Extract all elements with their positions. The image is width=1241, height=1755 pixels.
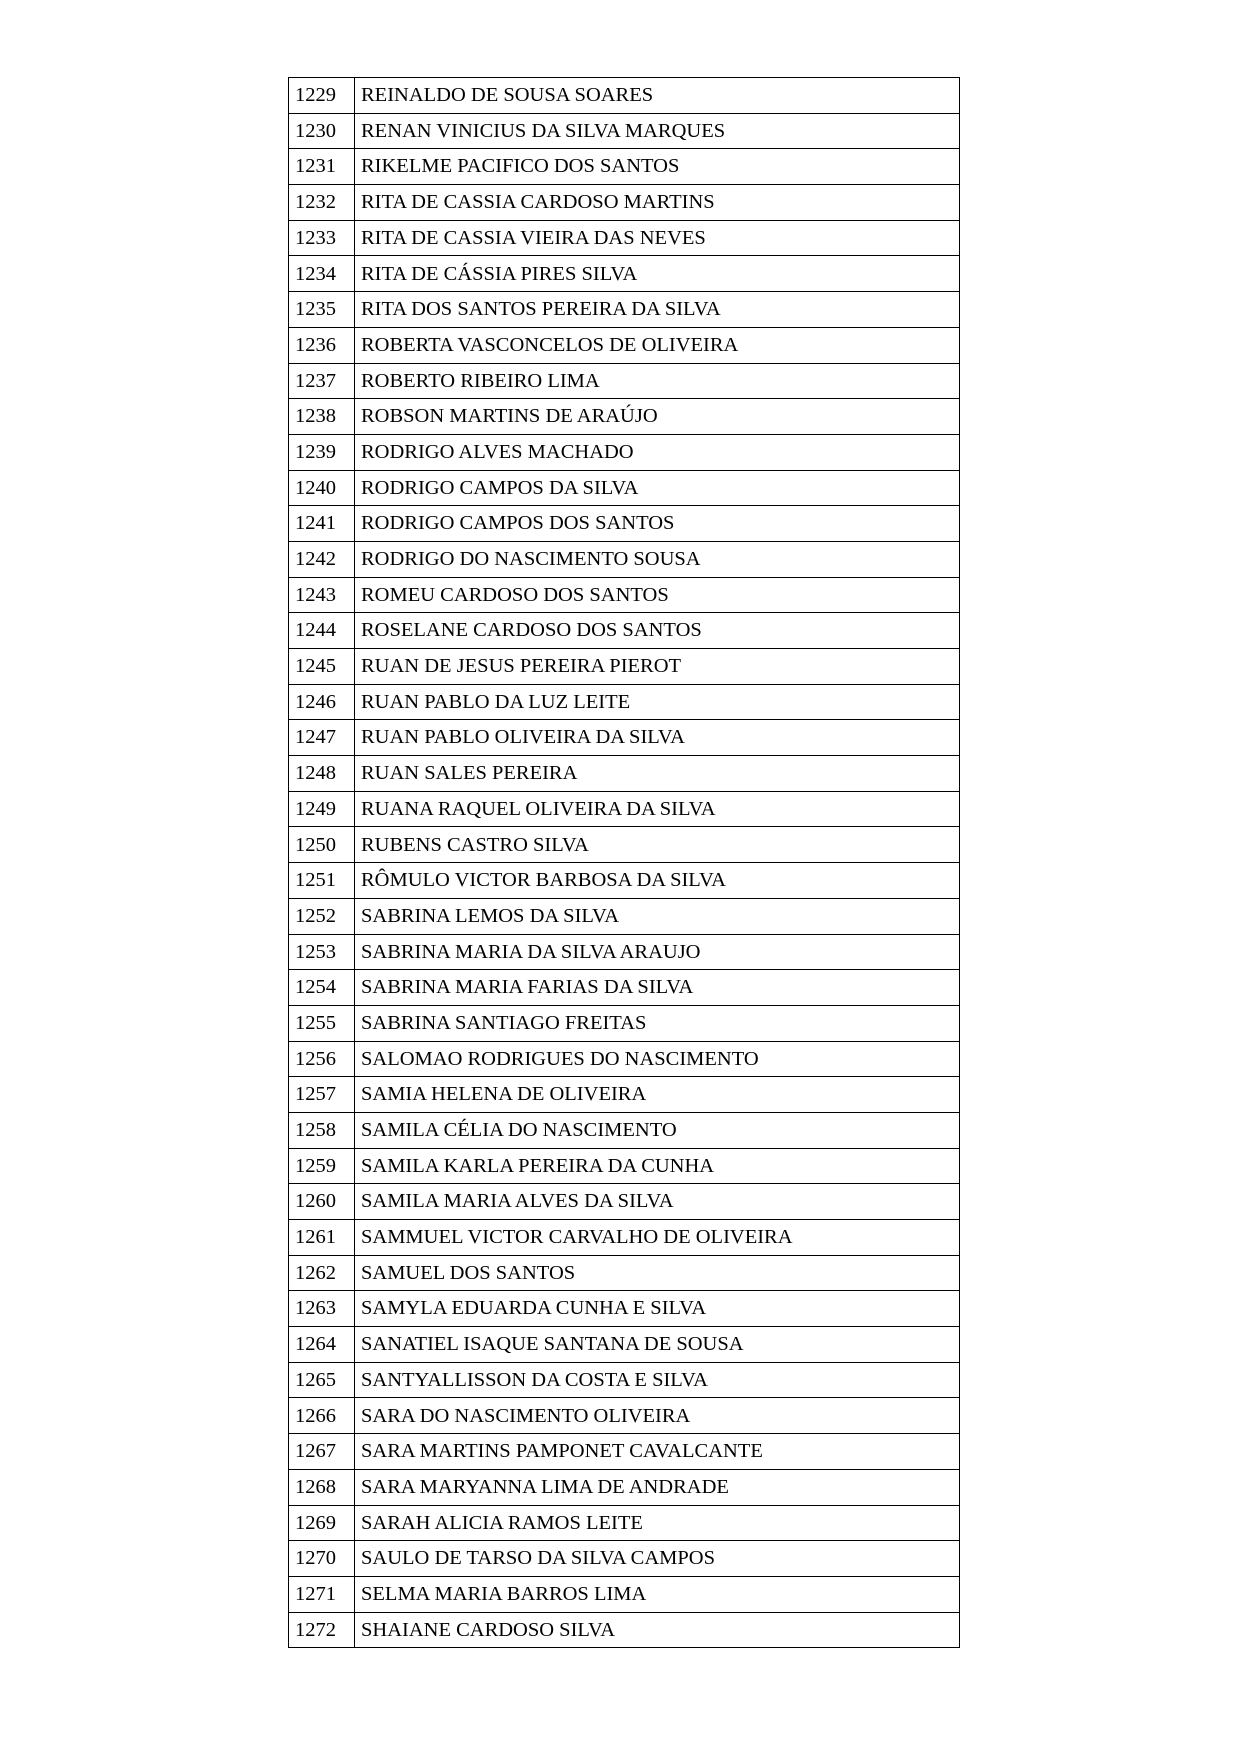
table-row: [289, 1362, 960, 1398]
row-number: 1245: [289, 649, 355, 685]
row-number: 1271: [289, 1576, 355, 1612]
row-name: RODRIGO CAMPOS DOS SANTOS: [355, 506, 960, 542]
row-name: SABRINA MARIA FARIAS DA SILVA: [355, 970, 960, 1006]
row-name: RIKELME PACIFICO DOS SANTOS: [355, 149, 960, 185]
row-name: RUAN DE JESUS PEREIRA PIEROT: [355, 649, 960, 685]
row-name: SELMA MARIA BARROS LIMA: [355, 1576, 960, 1612]
table-row: [289, 434, 960, 470]
row-name: RODRIGO ALVES MACHADO: [355, 434, 960, 470]
row-name: SABRINA MARIA DA SILVA ARAUJO: [355, 934, 960, 970]
row-name: SAMILA MARIA ALVES DA SILVA: [355, 1184, 960, 1220]
row-number: 1257: [289, 1077, 355, 1113]
row-number: 1250: [289, 827, 355, 863]
row-name: RODRIGO DO NASCIMENTO SOUSA: [355, 541, 960, 577]
table-row: [289, 149, 960, 185]
row-number: 1239: [289, 434, 355, 470]
row-name: REINALDO DE SOUSA SOARES: [355, 78, 960, 114]
row-number: 1267: [289, 1434, 355, 1470]
row-number: 1256: [289, 1041, 355, 1077]
row-name: SANATIEL ISAQUE SANTANA DE SOUSA: [355, 1327, 960, 1363]
row-name: SALOMAO RODRIGUES DO NASCIMENTO: [355, 1041, 960, 1077]
row-name: RUAN PABLO OLIVEIRA DA SILVA: [355, 720, 960, 756]
table-row: [289, 256, 960, 292]
table-row: [289, 1291, 960, 1327]
table-row: [289, 970, 960, 1006]
table-row: [289, 399, 960, 435]
table-row: [289, 1576, 960, 1612]
row-number: 1269: [289, 1505, 355, 1541]
table-row: [289, 649, 960, 685]
table-row: [289, 1612, 960, 1648]
row-number: 1244: [289, 613, 355, 649]
row-number: 1254: [289, 970, 355, 1006]
row-number: 1260: [289, 1184, 355, 1220]
row-name: SHAIANE CARDOSO SILVA: [355, 1612, 960, 1648]
row-number: 1263: [289, 1291, 355, 1327]
table-row: [289, 1541, 960, 1577]
table-row: [289, 1398, 960, 1434]
table-row: [289, 78, 960, 114]
row-name: RITA DE CÁSSIA PIRES SILVA: [355, 256, 960, 292]
table-row: [289, 113, 960, 149]
row-name: SARA MARTINS PAMPONET CAVALCANTE: [355, 1434, 960, 1470]
table-row: [289, 577, 960, 613]
row-number: 1234: [289, 256, 355, 292]
table-row: [289, 1255, 960, 1291]
row-number: 1243: [289, 577, 355, 613]
row-name: SAULO DE TARSO DA SILVA CAMPOS: [355, 1541, 960, 1577]
row-name: RITA DE CASSIA CARDOSO MARTINS: [355, 185, 960, 221]
row-number: 1249: [289, 791, 355, 827]
table-row: [289, 1505, 960, 1541]
table-row: [289, 1184, 960, 1220]
table-row: [289, 863, 960, 899]
row-number: 1242: [289, 541, 355, 577]
row-number: 1233: [289, 220, 355, 256]
row-name: RUAN PABLO DA LUZ LEITE: [355, 684, 960, 720]
row-name: RUAN SALES PEREIRA: [355, 756, 960, 792]
row-name: ROMEU CARDOSO DOS SANTOS: [355, 577, 960, 613]
table-row: [289, 934, 960, 970]
row-number: 1241: [289, 506, 355, 542]
row-name: SARA DO NASCIMENTO OLIVEIRA: [355, 1398, 960, 1434]
table-row: [289, 506, 960, 542]
row-number: 1237: [289, 363, 355, 399]
table-row: [289, 720, 960, 756]
table-row: [289, 327, 960, 363]
row-number: 1240: [289, 470, 355, 506]
row-name: RÔMULO VICTOR BARBOSA DA SILVA: [355, 863, 960, 899]
row-number: 1231: [289, 149, 355, 185]
table-row: [289, 220, 960, 256]
row-number: 1253: [289, 934, 355, 970]
row-name: ROBERTO RIBEIRO LIMA: [355, 363, 960, 399]
table-row: [289, 756, 960, 792]
row-name: SABRINA LEMOS DA SILVA: [355, 898, 960, 934]
row-number: 1229: [289, 78, 355, 114]
row-name: SARA MARYANNA LIMA DE ANDRADE: [355, 1469, 960, 1505]
row-number: 1255: [289, 1005, 355, 1041]
row-number: 1252: [289, 898, 355, 934]
row-name: SAMIA HELENA DE OLIVEIRA: [355, 1077, 960, 1113]
table-row: [289, 827, 960, 863]
row-number: 1258: [289, 1112, 355, 1148]
row-name: SAMMUEL VICTOR CARVALHO DE OLIVEIRA: [355, 1220, 960, 1256]
row-name: ROSELANE CARDOSO DOS SANTOS: [355, 613, 960, 649]
row-name: SARAH ALICIA RAMOS LEITE: [355, 1505, 960, 1541]
row-number: 1238: [289, 399, 355, 435]
table-row: [289, 1434, 960, 1470]
row-number: 1270: [289, 1541, 355, 1577]
row-name: RITA DOS SANTOS PEREIRA DA SILVA: [355, 292, 960, 328]
table-row: [289, 684, 960, 720]
row-number: 1261: [289, 1220, 355, 1256]
row-name: ROBERTA VASCONCELOS DE OLIVEIRA: [355, 327, 960, 363]
row-number: 1259: [289, 1148, 355, 1184]
row-number: 1230: [289, 113, 355, 149]
row-number: 1247: [289, 720, 355, 756]
names-table: [288, 77, 960, 1648]
row-name: ROBSON MARTINS DE ARAÚJO: [355, 399, 960, 435]
table-row: [289, 1041, 960, 1077]
row-number: 1268: [289, 1469, 355, 1505]
table-row: [289, 1005, 960, 1041]
row-name: SAMILA KARLA PEREIRA DA CUNHA: [355, 1148, 960, 1184]
row-name: RENAN VINICIUS DA SILVA MARQUES: [355, 113, 960, 149]
row-number: 1251: [289, 863, 355, 899]
table-row: [289, 363, 960, 399]
table-row: [289, 1112, 960, 1148]
row-number: 1246: [289, 684, 355, 720]
row-name: SAMYLA EDUARDA CUNHA E SILVA: [355, 1291, 960, 1327]
table-row: [289, 1148, 960, 1184]
names-table-body: [289, 78, 960, 1648]
row-number: 1264: [289, 1327, 355, 1363]
row-name: SAMILA CÉLIA DO NASCIMENTO: [355, 1112, 960, 1148]
table-row: [289, 185, 960, 221]
table-row: [289, 1327, 960, 1363]
row-number: 1236: [289, 327, 355, 363]
row-name: SAMUEL DOS SANTOS: [355, 1255, 960, 1291]
table-row: [289, 470, 960, 506]
row-number: 1232: [289, 185, 355, 221]
row-name: RUBENS CASTRO SILVA: [355, 827, 960, 863]
table-row: [289, 541, 960, 577]
row-name: SABRINA SANTIAGO FREITAS: [355, 1005, 960, 1041]
table-row: [289, 1220, 960, 1256]
row-number: 1248: [289, 756, 355, 792]
row-name: RUANA RAQUEL OLIVEIRA DA SILVA: [355, 791, 960, 827]
row-number: 1265: [289, 1362, 355, 1398]
row-name: RITA DE CASSIA VIEIRA DAS NEVES: [355, 220, 960, 256]
table-row: [289, 898, 960, 934]
table-row: [289, 1077, 960, 1113]
row-name: RODRIGO CAMPOS DA SILVA: [355, 470, 960, 506]
table-row: [289, 1469, 960, 1505]
row-number: 1262: [289, 1255, 355, 1291]
table-row: [289, 613, 960, 649]
row-number: 1266: [289, 1398, 355, 1434]
table-row: [289, 292, 960, 328]
row-name: SANTYALLISSON DA COSTA E SILVA: [355, 1362, 960, 1398]
row-number: 1235: [289, 292, 355, 328]
row-number: 1272: [289, 1612, 355, 1648]
table-row: [289, 791, 960, 827]
